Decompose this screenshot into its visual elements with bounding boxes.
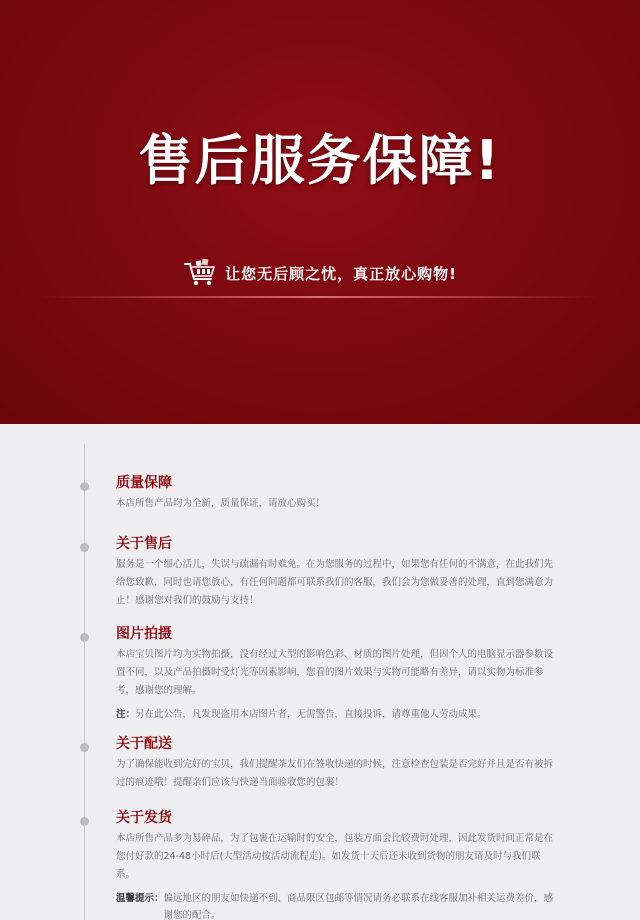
section-note: [116, 706, 556, 723]
section-note: [116, 890, 556, 920]
section-quality: [116, 474, 556, 513]
note-text: 偏远地区的朋友如快递不到、商品限区包邮等情况请务必联系在线客服加补相关运费差价，感谢您的配合。: [163, 893, 554, 920]
section-shipping: [116, 809, 556, 920]
note-text: 另在此公告，凡发现盗用本店图片者，无需警告，直接投诉，请尊重他人劳动成果。: [135, 709, 487, 720]
section-text: 本店宝贝图片均为实物拍摄，没有经过大型的影响色彩、材质的图片处理，但因个人的电脑显示器参数设置不同，以及产品拍摄时受灯光等因素影响，您看的图片效果与实物可能略有差异，请以实物为标准参考，感谢您的理解。: [116, 649, 554, 696]
service-content: [0, 424, 640, 920]
timeline-dot: [80, 543, 89, 552]
section-text: 服务是一个细心活儿，失误与疏漏有时难免。在为您服务的过程中，如果您有任何的不满意，在此我们先给您致歉，同时也请您放心，有任何问题都可联系我们的客服，我们会为您做妥善的处理，直到您满意为止！感谢您对我们的鼓励与支持！: [116, 559, 554, 606]
note-label: 温馨提示：: [116, 893, 164, 904]
shopping-cart-icon: [183, 258, 217, 288]
section-after-sales: [116, 535, 556, 610]
page-title: 售后服务保障!: [138, 129, 502, 192]
timeline-dot: [80, 817, 89, 826]
section-text: 本店所售产品多为易碎品，为了包裹在运输时的安全，包装方面会比较费时处理，因此发货时间正常是在您付好款的24-48小时后(大型活动按活动流程走)。如发货十天后还未收到货物的朋友请及时与我们联系。: [116, 833, 554, 880]
slogan-row: [0, 258, 640, 288]
timeline-line: [84, 444, 85, 920]
section-title: 关于配送: [116, 736, 172, 752]
section-title: 质量保障: [116, 475, 172, 491]
section-title: 关于售后: [116, 536, 172, 552]
section-text: 本店所售产品均为全新，质量保证，请放心购买！: [116, 498, 326, 509]
timeline-dot: [80, 482, 89, 491]
note-label: 注：: [116, 709, 136, 720]
section-title: 图片拍摄: [116, 626, 172, 642]
hero-banner: [0, 0, 640, 424]
section-delivery: [116, 735, 556, 792]
slogan-text: 让您无后顾之忧，真正放心购物!: [225, 264, 457, 283]
timeline-dot: [80, 743, 89, 752]
divider-line: [40, 296, 600, 298]
section-photography: [116, 625, 556, 723]
section-title: 关于发货: [116, 810, 172, 826]
section-text: 为了确保能收到完好的宝贝，我们提醒茶友们在签收快递的时候，注意检查包装是否完好并且是否有被拆过的痕迹哦！提醒亲们应该与快递当面验收您的包裹！: [116, 759, 554, 788]
timeline-dot: [80, 633, 89, 642]
